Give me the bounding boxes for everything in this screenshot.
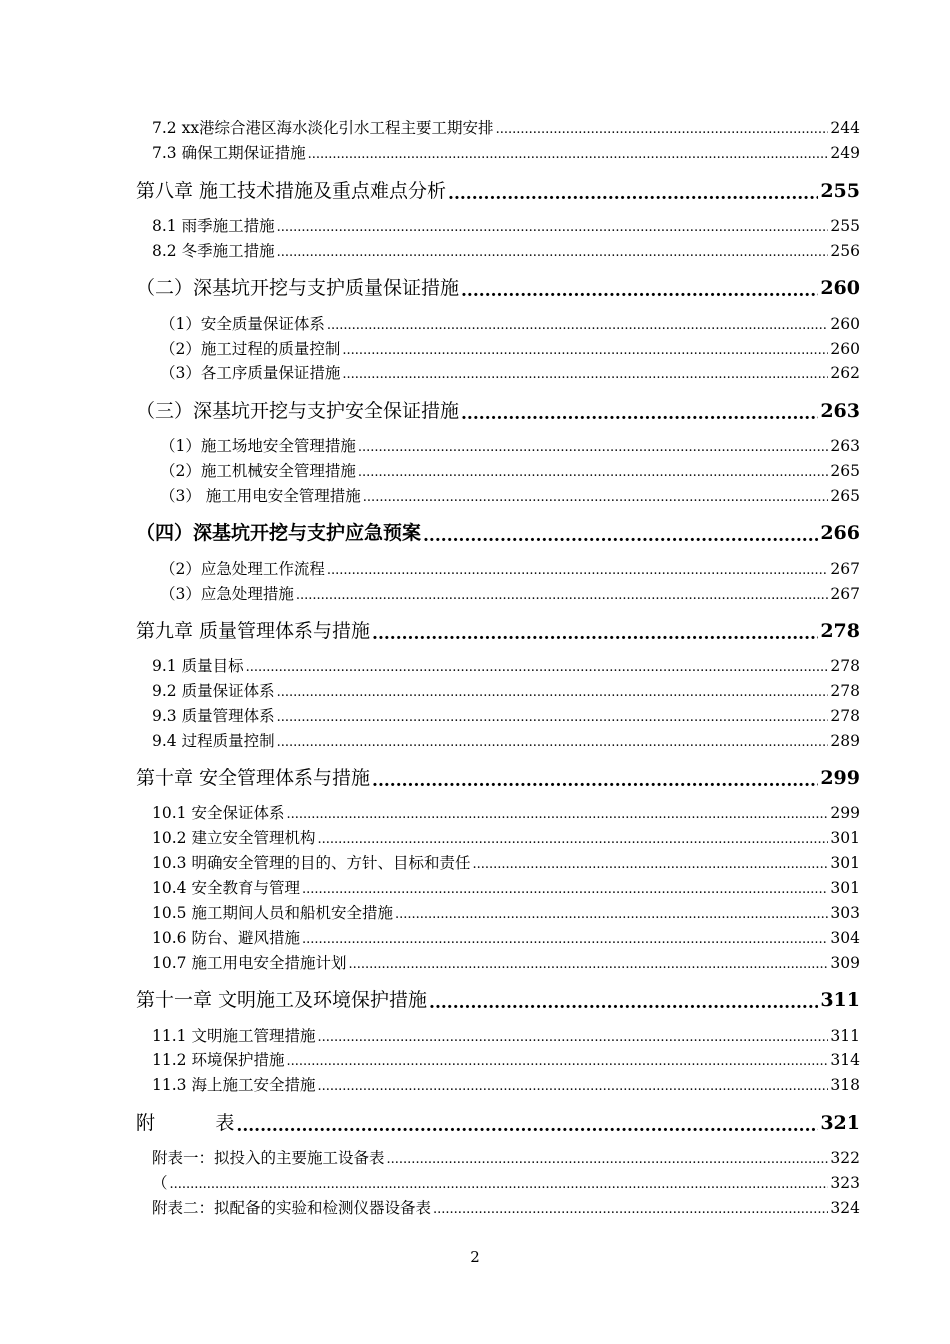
- toc-title: 第九章 质量管理体系与措施: [136, 620, 371, 642]
- toc-title: 10.5 施工期间人员和船机安全措施: [152, 904, 393, 922]
- toc-entry[interactable]: [160, 582, 860, 604]
- toc-chapter[interactable]: [136, 1107, 860, 1135]
- toc-page: 318: [830, 1076, 860, 1094]
- toc-entry[interactable]: [160, 361, 860, 383]
- toc-page: 301: [830, 829, 860, 847]
- toc-leader: [358, 440, 829, 456]
- toc-title: 11.2 环境保护措施: [152, 1051, 285, 1069]
- toc-leader: [472, 857, 828, 873]
- toc-title: （3）各工序质量保证措施: [160, 364, 341, 382]
- toc-title: 附表二：拟配备的实验和检测仪器设备表: [152, 1199, 432, 1217]
- page-number: 2: [470, 1248, 480, 1266]
- toc-entry[interactable]: [152, 926, 860, 948]
- toc-leader: [317, 1030, 828, 1046]
- toc-page: 321: [820, 1112, 860, 1134]
- toc-leader: [461, 405, 818, 423]
- toc-entry[interactable]: [152, 801, 860, 823]
- toc-leader: [236, 1117, 818, 1135]
- toc-entry[interactable]: [152, 826, 860, 848]
- toc-page: 303: [830, 904, 860, 922]
- toc-page: 314: [830, 1051, 860, 1069]
- toc-leader: [277, 220, 829, 236]
- toc-leader: [372, 772, 818, 790]
- toc-leader: [308, 147, 829, 163]
- toc-entry[interactable]: [152, 1146, 860, 1168]
- toc-title: 8.1 雨季施工措施: [152, 217, 275, 235]
- toc-page: 262: [830, 364, 860, 382]
- toc-leader: [429, 994, 818, 1012]
- toc-leader: [327, 318, 829, 334]
- toc-entry[interactable]: [152, 704, 860, 726]
- toc-page: 278: [830, 657, 860, 675]
- toc-chapter[interactable]: [136, 762, 860, 790]
- toc-page: 260: [830, 315, 860, 333]
- toc-leader: [348, 957, 828, 973]
- toc-entry[interactable]: [152, 951, 860, 973]
- toc-entry[interactable]: [160, 312, 860, 334]
- toc-page: 244: [830, 119, 860, 137]
- toc-chapter[interactable]: [136, 615, 860, 643]
- toc-page: 249: [830, 144, 860, 162]
- toc-leader: [286, 1054, 828, 1070]
- toc-page: 263: [830, 437, 860, 455]
- toc-leader: [327, 563, 829, 579]
- toc-leader: [296, 588, 829, 604]
- toc-page: 263: [820, 400, 860, 422]
- toc-page: 322: [830, 1149, 860, 1167]
- toc-entry[interactable]: [152, 729, 860, 751]
- toc-leader: [496, 122, 829, 138]
- toc-title: 7.3 确保工期保证措施: [152, 144, 306, 162]
- toc-title: 10.7 施工用电安全措施计划: [152, 954, 347, 972]
- toc-page: 278: [830, 682, 860, 700]
- toc-title: （3）应急处理措施: [160, 585, 294, 603]
- toc-page: 278: [830, 707, 860, 725]
- toc-chapter[interactable]: [136, 517, 860, 545]
- toc-page: 304: [830, 929, 860, 947]
- toc-leader: [170, 1177, 829, 1193]
- toc-entry[interactable]: [152, 654, 860, 676]
- toc-leader: [317, 832, 828, 848]
- toc-title: 9.1 质量目标: [152, 657, 244, 675]
- toc-title: 附表一：拟投入的主要施工设备表: [152, 1149, 385, 1167]
- toc-title: 9.3 质量管理体系: [152, 707, 275, 725]
- toc-page: 299: [820, 767, 860, 789]
- toc-title: （3） 施工用电安全管理措施: [160, 487, 361, 505]
- toc-title: （: [152, 1174, 168, 1192]
- toc-leader: [302, 882, 828, 898]
- toc-page: 324: [830, 1199, 860, 1217]
- toc-title: 7.2 xx港综合港区海水淡化引水工程主要工期安排: [152, 119, 494, 137]
- toc-title: 9.4 过程质量控制: [152, 732, 275, 750]
- toc-title: （四）深基坑开挖与支护应急预案: [136, 522, 422, 544]
- toc-leader: [246, 660, 829, 676]
- toc-page: 301: [830, 879, 860, 897]
- toc-title: 第十章 安全管理体系与措施: [136, 767, 371, 789]
- toc-page: 256: [830, 242, 860, 260]
- toc-title: 第十一章 文明施工及环境保护措施: [136, 989, 428, 1011]
- toc-entry[interactable]: [152, 1171, 860, 1193]
- toc-entry[interactable]: [152, 1196, 860, 1218]
- toc-page: 301: [830, 854, 860, 872]
- toc-title: （1）施工场地安全管理措施: [160, 437, 356, 455]
- toc-chapter[interactable]: [136, 395, 860, 423]
- toc-page: 289: [830, 732, 860, 750]
- toc-page: 323: [830, 1174, 860, 1192]
- toc-chapter[interactable]: [136, 272, 860, 300]
- toc-leader: [387, 1152, 829, 1168]
- toc-entry[interactable]: [160, 337, 860, 359]
- toc-title: 11.1 文明施工管理措施: [152, 1027, 316, 1045]
- toc-page: 267: [830, 585, 860, 603]
- toc-leader: [342, 367, 828, 383]
- toc-chapter[interactable]: [136, 984, 860, 1012]
- toc-page: 311: [830, 1027, 860, 1045]
- toc-page: 260: [820, 277, 860, 299]
- toc-title: 10.6 防台、避风措施: [152, 929, 300, 947]
- toc-entry[interactable]: [160, 434, 860, 456]
- toc-leader: [358, 465, 829, 481]
- toc-page: 299: [830, 804, 860, 822]
- toc-title: 第八章 施工技术措施及重点难点分析: [136, 180, 447, 202]
- toc-title: （2）施工机械安全管理措施: [160, 462, 356, 480]
- toc-page: 260: [830, 340, 860, 358]
- toc-leader: [277, 685, 829, 701]
- toc-entry[interactable]: [152, 141, 860, 163]
- toc-entry[interactable]: [152, 1048, 860, 1070]
- toc-entry[interactable]: [152, 876, 860, 898]
- toc-entry[interactable]: [160, 557, 860, 579]
- toc-entry[interactable]: [152, 1024, 860, 1046]
- toc-title: （2）施工过程的质量控制: [160, 340, 341, 358]
- toc-leader: [448, 185, 818, 203]
- toc-entry[interactable]: [152, 214, 860, 236]
- toc-entry[interactable]: [152, 851, 860, 873]
- toc-leader: [286, 807, 828, 823]
- toc-page: 278: [820, 620, 860, 642]
- toc-title: 附 表: [136, 1112, 235, 1134]
- toc-title: 10.2 建立安全管理机构: [152, 829, 316, 847]
- toc-leader: [372, 625, 818, 643]
- toc-title: （二）深基坑开挖与支护质量保证措施: [136, 277, 460, 299]
- toc-leader: [277, 245, 829, 261]
- toc-title: （1）安全质量保证体系: [160, 315, 325, 333]
- toc-entry[interactable]: [152, 239, 860, 261]
- toc-page: 267: [830, 560, 860, 578]
- toc-leader: [302, 932, 828, 948]
- toc-leader: [342, 343, 828, 359]
- toc-leader: [277, 735, 829, 751]
- toc-page: 266: [820, 522, 860, 544]
- toc-title: 8.2 冬季施工措施: [152, 242, 275, 260]
- toc-page: 265: [830, 462, 860, 480]
- toc-title: （2）应急处理工作流程: [160, 560, 325, 578]
- toc-entry[interactable]: [152, 679, 860, 701]
- toc-entry[interactable]: [152, 116, 860, 138]
- toc-title: 10.1 安全保证体系: [152, 804, 285, 822]
- toc-leader: [277, 710, 829, 726]
- toc-title: 10.3 明确安全管理的目的、方针、目标和责任: [152, 854, 471, 872]
- toc-leader: [461, 282, 818, 300]
- toc-leader: [363, 490, 829, 506]
- toc-title: 10.4 安全教育与管理: [152, 879, 300, 897]
- toc-leader: [433, 1202, 828, 1218]
- toc-title: 9.2 质量保证体系: [152, 682, 275, 700]
- toc-entry[interactable]: [152, 1073, 860, 1095]
- toc-page: 311: [820, 989, 860, 1011]
- toc-page: 255: [830, 217, 860, 235]
- toc-leader: [395, 907, 828, 923]
- toc-leader: [423, 527, 818, 545]
- toc-entry[interactable]: [160, 484, 860, 506]
- toc-title: 11.3 海上施工安全措施: [152, 1076, 316, 1094]
- toc-entry[interactable]: [152, 901, 860, 923]
- toc-page: 265: [830, 487, 860, 505]
- toc-page: 255: [820, 180, 860, 202]
- toc-chapter[interactable]: [136, 175, 860, 203]
- toc-title: （三）深基坑开挖与支护安全保证措施: [136, 400, 460, 422]
- toc-entry[interactable]: [160, 459, 860, 481]
- toc-page: 309: [830, 954, 860, 972]
- toc-leader: [317, 1079, 828, 1095]
